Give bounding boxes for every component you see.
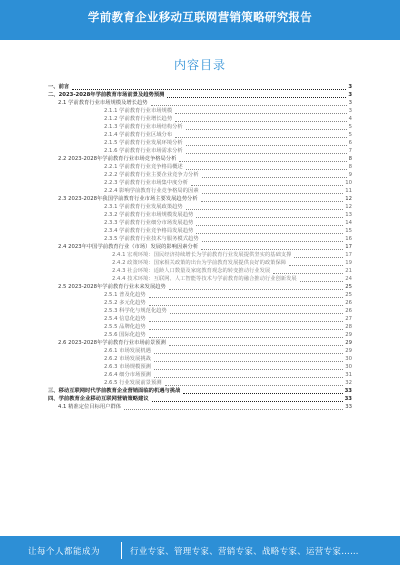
toc-entry[interactable] (48, 315, 352, 323)
toc-entry-page: 29 (345, 340, 352, 346)
table-of-contents (48, 83, 352, 411)
toc-entry-label: 2.4.1 宏观环境：国民经济持续增长为学前教育行业发展提供坚实的基础支撑 (112, 252, 292, 258)
toc-entry[interactable] (48, 307, 352, 315)
toc-leader-dots (149, 337, 344, 338)
toc-entry-page: 15 (345, 228, 352, 234)
toc-entry-label: 2.2 2023-2028年学前教育行业市场竞争格局分析 (58, 156, 177, 162)
toc-entry-page: 17 (345, 252, 352, 258)
toc-leader-dots (72, 89, 346, 90)
toc-entry-label: 2.1 学前教育行业市场规模及增长趋势 (58, 100, 148, 106)
toc-entry[interactable] (48, 155, 352, 163)
toc-entry[interactable] (48, 243, 352, 251)
toc-entry-page: 5 (348, 132, 352, 138)
toc-entry[interactable] (48, 139, 352, 147)
toc-entry-label: 2.3.2 学前教育行业市场规模发展趋势 (104, 212, 194, 218)
toc-entry-page: 14 (345, 220, 352, 226)
toc-leader-dots (169, 289, 343, 290)
toc-leader-dots (186, 153, 347, 154)
toc-leader-dots (191, 185, 343, 186)
toc-entry-page: 3 (348, 108, 352, 114)
toc-entry-page: 30 (345, 364, 352, 370)
toc-entry-label: 二、2023-2028年学前教育市场前景及趋势预测 (48, 92, 165, 98)
toc-entry[interactable] (48, 331, 352, 339)
toc-entry-label: 2.5.1 普及化趋势 (104, 292, 146, 298)
toc-entry-label: 2.6.4 细分市场预测 (104, 372, 151, 378)
toc-entry[interactable] (48, 91, 352, 99)
toc-leader-dots (201, 201, 344, 202)
toc-entry-page: 12 (345, 196, 352, 202)
footer-slogan: 让每个人都能成为 (28, 547, 101, 557)
toc-entry-label: 三、移动互联网时代学前教育企业营销面临的机遇与挑战 (48, 388, 181, 394)
toc-entry-label: 2.2.4 影响学前教育行业竞争格局的因素 (104, 188, 199, 194)
toc-entry-label: 2.4.3 社会环境：适龄人口数量及家庭教育观念的转变推动行业发展 (112, 268, 271, 274)
toc-leader-dots (167, 97, 346, 98)
toc-entry-page: 21 (345, 268, 352, 274)
toc-entry-page: 12 (345, 204, 352, 210)
toc-entry-page: 19 (345, 260, 352, 266)
toc-leader-dots (186, 129, 347, 130)
toc-leader-dots (149, 321, 344, 322)
toc-entry-label: 2.2.3 学前教育行业市场集中度分析 (104, 180, 189, 186)
footer-tagline: 行业专家、管理专家、营销专家、战略专家、运营专家…… (130, 547, 359, 557)
report-title: 学前教育企业移动互联网营销策略研究报告 (87, 10, 313, 24)
toc-entry-label: 4.1 精准定位目标用户群体 (58, 404, 122, 410)
toc-entry-label: 2.5.2 多元化趋势 (104, 300, 146, 306)
toc-entry[interactable] (48, 379, 352, 387)
toc-entry-page: 28 (345, 324, 352, 330)
toc-entry-page: 5 (348, 124, 352, 130)
toc-entry[interactable] (48, 387, 352, 395)
toc-leader-dots (201, 249, 343, 250)
toc-entry[interactable] (48, 355, 352, 363)
toc-entry-label: 2.6.2 市场发展挑战 (104, 356, 151, 362)
toc-entry[interactable] (48, 251, 352, 259)
toc-entry[interactable] (48, 371, 352, 379)
toc-entry-page: 9 (348, 172, 352, 178)
toc-entry-label: 2.4.2 政策环境：国家相关政策的出台为学前教育发展提供良好的政策保障 (112, 260, 287, 266)
toc-leader-dots (149, 305, 344, 306)
toc-leader-dots (169, 345, 343, 346)
toc-entry-page: 11 (345, 188, 352, 194)
toc-entry[interactable] (48, 195, 352, 203)
toc-leader-dots (196, 217, 343, 218)
toc-leader-dots (149, 297, 344, 298)
toc-entry-label: 2.1.2 学前教育行业增长趋势 (104, 116, 173, 122)
toc-entry-label: 2.6.1 市场发展机遇 (104, 348, 151, 354)
toc-entry-label: 2.2.2 学前教育行业主要企业竞争力分析 (104, 172, 199, 178)
toc-entry[interactable] (48, 291, 352, 299)
toc-entry[interactable] (48, 203, 352, 211)
toc-leader-dots (175, 113, 346, 114)
toc-entry-label: 2.1.3 学前教育行业市场结构分析 (104, 124, 183, 130)
toc-entry[interactable] (48, 235, 352, 243)
toc-leader-dots (186, 209, 344, 210)
toc-leader-dots (151, 105, 347, 106)
toc-entry-page: 3 (348, 84, 352, 90)
toc-leader-dots (273, 273, 343, 274)
toc-entry-label: 四、学前教育企业移动互联网营销策略建议 (48, 396, 149, 402)
toc-entry[interactable] (48, 323, 352, 331)
toc-entry-page: 29 (345, 348, 352, 354)
toc-leader-dots (183, 393, 342, 394)
toc-leader-dots (152, 401, 343, 402)
toc-leader-dots (186, 145, 347, 146)
toc-entry-page: 31 (345, 372, 352, 378)
toc-leader-dots (149, 329, 344, 330)
toc-entry-page: 3 (348, 92, 352, 98)
toc-entry-page: 33 (344, 396, 352, 402)
toc-leader-dots (294, 257, 343, 258)
toc-entry-label: 一、前言 (48, 84, 70, 90)
toc-leader-dots (154, 369, 343, 370)
toc-entry-page: 26 (345, 308, 352, 314)
toc-entry-page: 17 (345, 244, 352, 250)
toc-entry[interactable] (48, 283, 352, 291)
toc-entry-label: 2.4 2023年中国学前教育行业（市场）发展的影响因素分析 (58, 244, 199, 250)
toc-entry-page: 16 (345, 236, 352, 242)
toc-entry-label: 2.5.6 国际化趋势 (104, 332, 146, 338)
toc-leader-dots (175, 137, 346, 138)
toc-entry[interactable] (48, 107, 352, 115)
toc-entry-page: 8 (348, 156, 352, 162)
toc-entry[interactable] (48, 83, 352, 91)
toc-entry-page: 26 (345, 300, 352, 306)
toc-leader-dots (175, 121, 346, 122)
footer-divider (121, 542, 122, 559)
toc-leader-dots (186, 169, 347, 170)
toc-entry[interactable] (48, 267, 352, 275)
toc-leader-dots (124, 409, 343, 410)
toc-entry[interactable] (48, 123, 352, 131)
toc-entry-page: 10 (345, 180, 352, 186)
toc-entry-label: 2.3.5 学前教育行业技术与服务模式趋势 (104, 236, 199, 242)
toc-entry-label: 2.1.6 学前教育行业市场需求分析 (104, 148, 183, 154)
toc-leader-dots (154, 361, 343, 362)
toc-entry-label: 2.1.1 学前教育行业市场规模 (104, 108, 173, 114)
toc-entry[interactable] (48, 347, 352, 355)
toc-entry[interactable] (48, 163, 352, 171)
toc-leader-dots (202, 177, 347, 178)
toc-leader-dots (196, 225, 343, 226)
toc-entry-label: 2.6.5 行业发展前景预测 (104, 380, 162, 386)
toc-entry[interactable] (48, 171, 352, 179)
toc-entry-page: 6 (348, 140, 352, 146)
toc-entry-page: 33 (344, 388, 352, 394)
toc-entry-page: 32 (345, 380, 352, 386)
toc-entry-label: 2.5 2023-2028年学前教育行业未来发展趋势 (58, 284, 166, 290)
toc-leader-dots (202, 241, 344, 242)
header-bar (0, 0, 400, 40)
toc-entry-label: 2.3 2023-2028年我国学前教育行业市场主要发展趋势分析 (58, 196, 198, 202)
toc-entry-label: 2.5.5 品牌化趋势 (104, 324, 146, 330)
toc-entry-label: 2.5.4 信息化趋势 (104, 316, 146, 322)
toc-entry[interactable] (48, 259, 352, 267)
toc-entry[interactable] (48, 187, 352, 195)
toc-entry[interactable] (48, 395, 352, 403)
toc-leader-dots (300, 281, 344, 282)
toc-entry[interactable] (48, 115, 352, 123)
toc-entry[interactable] (48, 227, 352, 235)
toc-entry[interactable] (48, 275, 352, 283)
toc-entry-page: 25 (345, 284, 352, 290)
toc-entry-page: 29 (345, 332, 352, 338)
toc-leader-dots (202, 193, 344, 194)
toc-entry-label: 2.6 2023-2028年学前教育行业市场前景预测 (58, 340, 166, 346)
toc-entry-page: 8 (348, 164, 352, 170)
toc-entry[interactable] (48, 299, 352, 307)
toc-entry[interactable] (48, 219, 352, 227)
toc-entry[interactable] (48, 403, 352, 411)
toc-entry-label: 2.3.3 学前教育行业细分市场发展趋势 (104, 220, 194, 226)
toc-entry-page: 7 (348, 148, 352, 154)
toc-leader-dots (196, 233, 343, 234)
toc-leader-dots (170, 313, 343, 314)
toc-entry-label: 2.1.5 学前教育行业发展环境分析 (104, 140, 183, 146)
toc-title: 内容目录 (173, 58, 226, 72)
toc-entry-label: 2.5.3 科学化与规范化趋势 (104, 308, 167, 314)
toc-leader-dots (154, 377, 343, 378)
toc-entry-label: 2.3.1 学前教育行业发展政策趋势 (104, 204, 183, 210)
toc-entry[interactable] (48, 99, 352, 107)
toc-entry-page: 33 (345, 404, 352, 410)
toc-leader-dots (165, 385, 344, 386)
toc-entry-label: 2.3.4 学前教育行业竞争格局发展趋势 (104, 228, 194, 234)
toc-entry[interactable] (48, 131, 352, 139)
toc-entry[interactable] (48, 211, 352, 219)
toc-entry-page: 27 (345, 316, 352, 322)
toc-entry[interactable] (48, 339, 352, 347)
toc-leader-dots (154, 353, 343, 354)
toc-entry[interactable] (48, 179, 352, 187)
toc-entry[interactable] (48, 147, 352, 155)
toc-entry-label: 2.6.3 市场规模预测 (104, 364, 151, 370)
toc-leader-dots (179, 161, 346, 162)
toc-entry-page: 4 (348, 116, 352, 122)
footer-bar (0, 536, 400, 565)
toc-entry-label: 2.4.4 技术环境：互联网、人工智能等技术与学前教育的融合推动行业创新发展 (112, 276, 297, 282)
toc-entry-page: 25 (345, 292, 352, 298)
toc-entry-label: 2.2.1 学前教育行业竞争格局概述 (104, 164, 183, 170)
toc-entry-page: 24 (345, 276, 352, 282)
toc-entry-label: 2.1.4 学前教育行业区域分布 (104, 132, 173, 138)
toc-entry-page: 30 (345, 356, 352, 362)
toc-entry[interactable] (48, 363, 352, 371)
toc-entry-page: 13 (345, 212, 352, 218)
toc-entry-page: 3 (348, 100, 352, 106)
toc-leader-dots (289, 265, 343, 266)
